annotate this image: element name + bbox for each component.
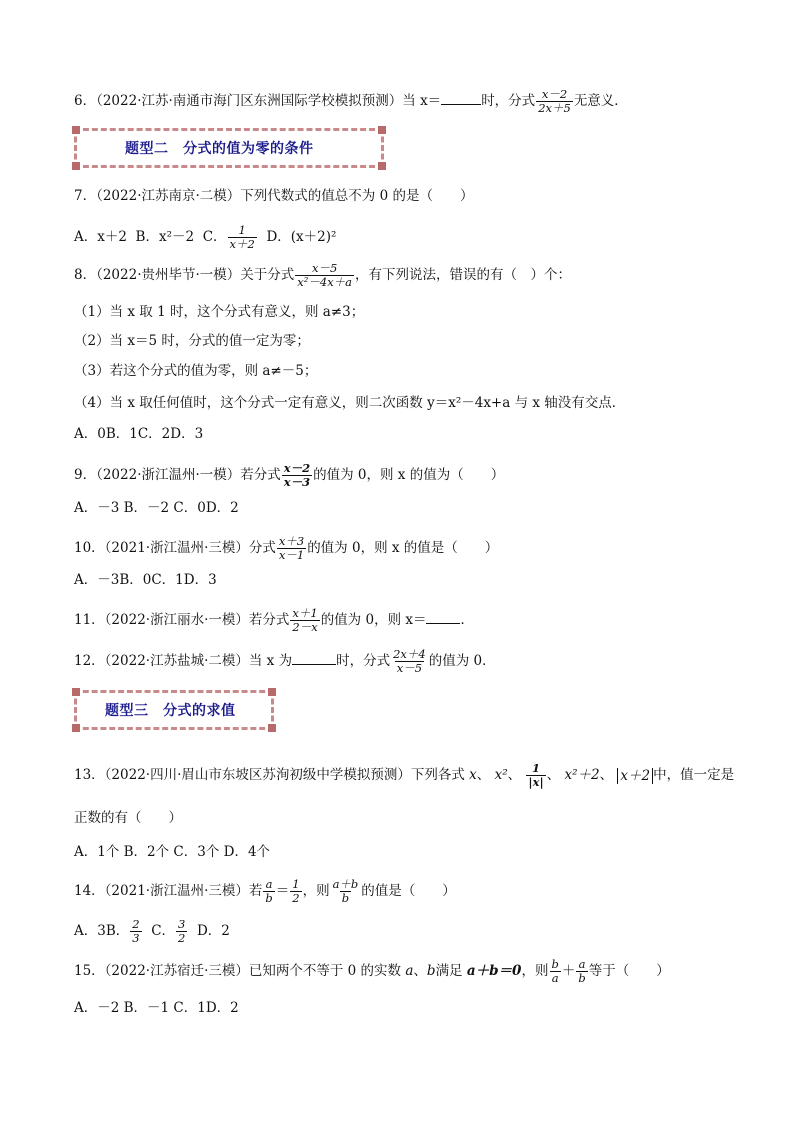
section-title: 题型三 分式的求值 xyxy=(105,703,236,719)
q6-mid: 时，分式 xyxy=(481,93,536,109)
frac-num: 1 xyxy=(532,761,541,775)
frac-den: a xyxy=(551,971,559,985)
q8-item-2: （2）当 x＝5 时，分式的值一定为零； xyxy=(74,333,310,349)
q8-item-4: （4）当 x 取任何值时，这个分式一定有意义，则二次函数 y＝x²－4x+a 与 x 轴没有交点． xyxy=(74,395,626,411)
expr-1: x xyxy=(469,767,477,783)
q8-text: 8．（2022·贵州毕节·一模）关于分式 xyxy=(74,267,295,283)
q15-mid: 满足 xyxy=(435,963,463,979)
frac-num: a＋b xyxy=(332,877,359,891)
option-c[interactable]: C． xyxy=(151,923,176,939)
q8-item-1: （1）当 x 取 1 时，这个分式有意义，则 a≠3； xyxy=(74,304,365,320)
condition: a＋b＝0 xyxy=(466,963,522,979)
corner-mark xyxy=(72,126,80,134)
option-d[interactable]: D．(x＋2)² xyxy=(266,229,337,245)
fraction xyxy=(536,88,573,115)
var-b: b xyxy=(426,963,436,979)
option-c[interactable]: C． xyxy=(202,229,227,245)
answer-blank[interactable] xyxy=(441,90,481,105)
q11-suffix: 的值为 0，则 x＝ xyxy=(320,612,427,628)
frac-den: b xyxy=(578,971,586,985)
q14-mid: ，则 xyxy=(302,883,330,899)
q8-item-3: （3）若这个分式的值为零，则 a≠－5； xyxy=(74,363,318,379)
q10-suffix: 的值为 0，则 x 的值是（ ） xyxy=(307,540,499,556)
q13-line-2: 正数的有（ ） xyxy=(74,810,182,826)
option-ab[interactable]: A．3B． xyxy=(74,923,130,939)
section-header-3 xyxy=(74,690,274,730)
frac-num: 3 xyxy=(178,917,186,931)
q15-text: 15．（2022·江苏宿迁·三模）已知两个不等于 0 的实数 xyxy=(74,963,402,979)
frac-den: 3 xyxy=(132,931,140,945)
q9-text: 9．（2022·浙江温州·一模）若分式 xyxy=(74,467,281,483)
fraction xyxy=(290,607,319,634)
fraction xyxy=(331,878,361,905)
question-11 xyxy=(74,607,474,634)
fraction xyxy=(576,958,587,985)
fraction xyxy=(228,224,257,251)
frac-num: 1 xyxy=(292,877,300,891)
fraction xyxy=(277,535,306,562)
equals: ＝ xyxy=(275,883,290,899)
frac-den: 2x＋5 xyxy=(538,101,571,115)
q12-mid: 时，分式 xyxy=(336,653,391,669)
expr-2: x² xyxy=(494,767,508,783)
frac-num: b xyxy=(551,957,559,971)
question-13: 13．（2022·四川·眉山市东坡区苏洵初级中学模拟预测）下列各式 x、 x²、 $\frac{1}{|x|}$ 、 x²＋2、 x＋2 中，值一定是 xyxy=(74,761,735,789)
question-10 xyxy=(74,535,498,562)
fraction xyxy=(282,462,312,489)
q14-options[interactable] xyxy=(74,918,230,945)
fraction xyxy=(295,262,354,289)
expr-5: x＋2 xyxy=(617,768,653,784)
question-15 xyxy=(74,958,670,985)
fraction xyxy=(549,958,560,985)
corner-mark xyxy=(72,724,80,732)
q13-options[interactable]: A．1个 B．2个 C．3个 D．4个 xyxy=(74,844,271,860)
question-6 xyxy=(74,88,628,115)
expr-4: x²＋2 xyxy=(564,767,600,783)
answer-blank[interactable] xyxy=(426,609,460,624)
q15-options[interactable]: A．－2 B．－1 C．1D．2 xyxy=(74,1000,239,1016)
corner-mark xyxy=(378,162,386,170)
frac-den: b xyxy=(265,891,273,905)
q12-text: 12．（2022·江苏盐城·二模）当 x 为 xyxy=(74,653,293,669)
q8-suffix: ，有下列说法，错误的有（ ）个： xyxy=(355,267,572,283)
corner-mark xyxy=(378,126,386,134)
frac-num: 2x＋4 xyxy=(393,647,426,661)
q14-suffix: 的值是（ ） xyxy=(361,883,456,899)
frac-den: x－3 xyxy=(283,475,311,489)
question-14 xyxy=(74,878,456,905)
q10-options[interactable]: A．－3B．0C．1D．3 xyxy=(74,572,217,588)
fraction xyxy=(130,918,141,945)
q9-suffix: 的值为 0，则 x 的值为（ ） xyxy=(313,467,505,483)
q13-text: 13．（2022·四川·眉山市东坡区苏洵初级中学模拟预测）下列各式 xyxy=(74,767,465,783)
frac-den: 2 xyxy=(178,931,186,945)
q11-text: 11．（2022·浙江丽水·一模）若分式 xyxy=(74,612,290,628)
q13-suffix: 中，值一定是 xyxy=(653,767,735,783)
frac-num: x－5 xyxy=(312,261,338,275)
corner-mark xyxy=(72,688,80,696)
var-a: a xyxy=(405,963,414,979)
q6-suffix: 无意义． xyxy=(573,93,628,109)
q9-options[interactable]: A．－3 B．－2 C．0D．2 xyxy=(74,500,239,516)
section-header-2 xyxy=(74,128,384,168)
q6-text: 6．（2022·江苏·南通市海门区东洲国际学校模拟预测）当 x＝ xyxy=(74,93,442,109)
fraction xyxy=(526,762,545,789)
q14-text: 14．（2021·浙江温州·三模）若 xyxy=(74,883,263,899)
fraction xyxy=(290,878,301,905)
fraction xyxy=(176,918,187,945)
question-7 xyxy=(74,186,473,206)
frac-den: |x| xyxy=(528,775,544,789)
option-a[interactable]: A．x＋2 xyxy=(74,229,127,245)
section-title: 题型二 分式的值为零的条件 xyxy=(125,141,314,157)
fraction xyxy=(263,878,274,905)
corner-mark xyxy=(72,162,80,170)
corner-mark xyxy=(268,724,276,732)
q8-options[interactable]: A．0B．1C．2D．3 xyxy=(74,426,204,442)
q10-text: 10．（2021·浙江温州·三模）分式 xyxy=(74,540,276,556)
frac-den: 2 xyxy=(292,891,300,905)
option-b[interactable]: B．x²－2 xyxy=(135,229,195,245)
question-12 xyxy=(74,648,496,675)
fraction xyxy=(391,648,428,675)
plus: ＋ xyxy=(561,963,576,979)
question-8 xyxy=(74,262,571,289)
frac-num: x－2 xyxy=(283,461,311,475)
corner-mark xyxy=(268,688,276,696)
separator: 、 xyxy=(413,963,427,979)
frac-num: x－2 xyxy=(541,87,568,101)
q7-text: 7．（2022·江苏南京·二模）下列代数式的值总不为 0 的是（ ） xyxy=(74,188,474,204)
frac-den: 2－x xyxy=(292,620,318,634)
q7-options xyxy=(74,224,336,251)
frac-num: 2 xyxy=(132,917,140,931)
q15-suffix: 等于（ ） xyxy=(588,963,670,979)
q12-suffix: 的值为 0． xyxy=(428,653,496,669)
frac-num: x＋1 xyxy=(292,606,318,620)
q11-end: ． xyxy=(460,612,474,628)
frac-num: a xyxy=(265,877,273,891)
frac-den: x＋2 xyxy=(229,237,255,251)
frac-num: 1 xyxy=(238,223,246,237)
frac-den: b xyxy=(341,891,350,905)
frac-den: x－5 xyxy=(396,661,423,675)
frac-den: x－1 xyxy=(278,548,305,562)
question-9 xyxy=(74,462,504,489)
option-d[interactable]: D．2 xyxy=(196,923,230,939)
answer-blank[interactable] xyxy=(292,650,336,665)
frac-num: x＋3 xyxy=(278,534,305,548)
frac-den: x²－4x＋a xyxy=(297,275,353,289)
frac-num: a xyxy=(578,957,586,971)
q15-mid2: ，则 xyxy=(521,963,549,979)
